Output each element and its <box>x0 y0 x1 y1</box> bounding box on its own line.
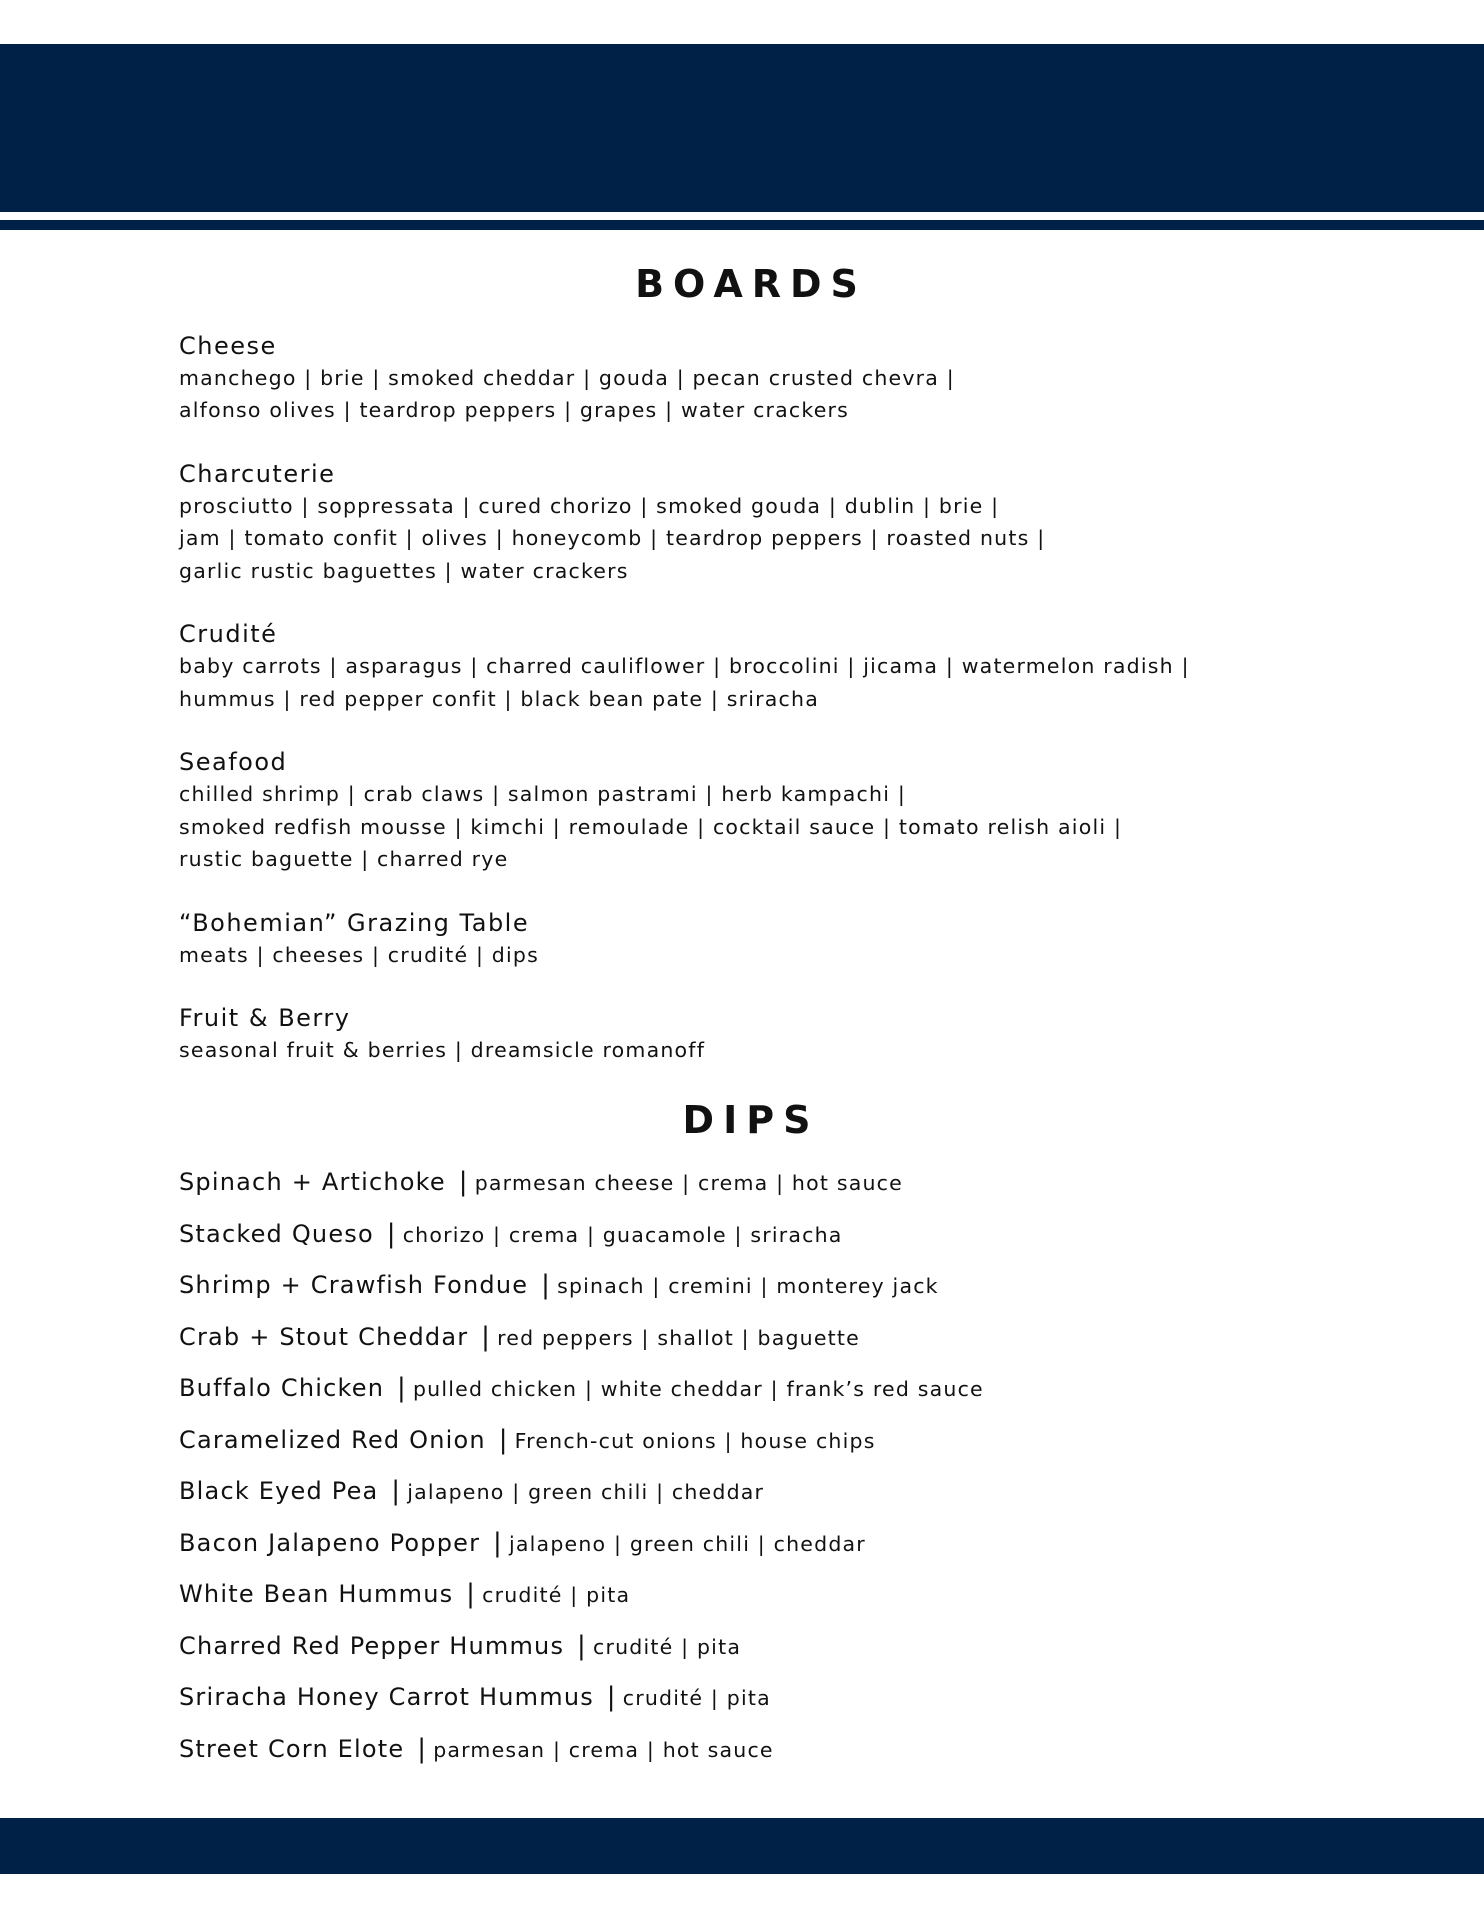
dip-item <box>179 1415 1319 1467</box>
dip-description: crudité | pita <box>622 1686 771 1711</box>
dip-description: French-cut onions | house chips <box>514 1428 876 1453</box>
board-item <box>179 330 1319 427</box>
board-title: Fruit & Berry <box>179 1004 351 1033</box>
board-title: Cheese <box>179 331 277 360</box>
dip-name: Street Corn Elote <box>179 1734 405 1763</box>
menu-content <box>179 262 1319 1775</box>
dip-name: White Bean Hummus <box>179 1580 454 1609</box>
dip-name: Bacon Jalapeno Popper <box>179 1528 481 1557</box>
board-item <box>179 907 1319 972</box>
dip-separator: | <box>391 1476 402 1507</box>
dip-description: jalapeno | green chili | cheddar <box>407 1480 765 1505</box>
dip-name: Caramelized Red Onion <box>179 1425 486 1454</box>
dip-name: Shrimp + Crawfish Fondue <box>179 1271 529 1300</box>
dip-separator: | <box>481 1321 492 1352</box>
board-item <box>179 458 1319 588</box>
board-title: Seafood <box>179 748 288 777</box>
dip-item <box>179 1209 1319 1261</box>
dips-heading: DIPS <box>682 1097 820 1142</box>
board-description-line: alfonso olives | teardrop peppers | grapes | water crackers <box>179 398 850 423</box>
board-description-line: hummus | red pepper confit | black bean pate | sriracha <box>179 686 819 711</box>
boards-list <box>179 330 1319 1067</box>
dip-item <box>179 1569 1319 1621</box>
header-rule <box>0 220 1484 230</box>
dip-name: Buffalo Chicken <box>179 1374 385 1403</box>
dip-name: Sriracha Honey Carrot Hummus <box>179 1683 594 1712</box>
dip-description: parmesan cheese | crema | hot sauce <box>474 1171 903 1196</box>
dip-description: jalapeno | green chili | cheddar <box>509 1531 866 1556</box>
dip-separator: | <box>493 1527 503 1558</box>
dip-item <box>179 1466 1319 1518</box>
dip-separator: | <box>396 1373 407 1404</box>
board-description-line: manchego | brie | smoked cheddar | gouda | pecan crusted chevra | <box>179 365 955 390</box>
dip-item <box>179 1724 1319 1776</box>
dip-description: red peppers | shallot | baguette <box>497 1325 860 1350</box>
dip-separator: | <box>541 1270 552 1301</box>
header-band <box>0 44 1484 212</box>
board-description-line: smoked redfish mousse | kimchi | remoulade | cocktail sauce | tomato relish aioli | <box>179 814 1123 839</box>
dip-separator: | <box>606 1682 617 1713</box>
board-description-line: seasonal fruit & berries | dreamsicle romanoff <box>179 1038 706 1063</box>
board-item <box>179 746 1319 876</box>
board-description-line: chilled shrimp | crab claws | salmon pastrami | herb kampachi | <box>179 782 906 807</box>
dip-description: parmesan | crema | hot sauce <box>433 1737 774 1762</box>
dip-item <box>179 1363 1319 1415</box>
dip-item <box>179 1157 1319 1209</box>
board-item <box>179 618 1319 715</box>
dip-description: pulled chicken | white cheddar | frank’s red sauce <box>412 1377 984 1402</box>
dip-separator: | <box>498 1424 509 1455</box>
dip-separator: | <box>386 1218 397 1249</box>
dip-name: Black Eyed Pea <box>179 1477 379 1506</box>
dip-item <box>179 1312 1319 1364</box>
dips-list <box>179 1157 1319 1775</box>
dip-name: Stacked Queso <box>179 1219 374 1248</box>
footer-band <box>0 1818 1484 1874</box>
dip-name: Crab + Stout Cheddar <box>179 1322 469 1351</box>
board-description-line: jam | tomato confit | olives | honeycomb | teardrop peppers | roasted nuts | <box>179 526 1046 551</box>
board-title: Charcuterie <box>179 459 336 488</box>
dip-name: Spinach + Artichoke <box>179 1168 446 1197</box>
dip-separator: | <box>466 1579 477 1610</box>
board-description-line: prosciutto | soppressata | cured chorizo | smoked gouda | dublin | brie | <box>179 493 1000 518</box>
dip-item <box>179 1621 1319 1673</box>
boards-heading: BOARDS <box>635 262 867 306</box>
dip-separator: | <box>577 1630 587 1661</box>
dip-item <box>179 1260 1319 1312</box>
dip-separator: | <box>458 1167 469 1198</box>
board-description-line: rustic baguette | charred rye <box>179 847 509 872</box>
board-description-line: garlic rustic baguettes | water crackers <box>179 558 629 583</box>
board-item <box>179 1002 1319 1067</box>
dip-description: spinach | cremini | monterey jack <box>557 1274 939 1299</box>
dip-item <box>179 1672 1319 1724</box>
dip-description: crudité | pita <box>482 1583 631 1608</box>
dip-description: crudité | pita <box>592 1634 742 1659</box>
dip-item <box>179 1518 1319 1570</box>
board-description-line: baby carrots | asparagus | charred cauliflower | broccolini | jicama | watermelon radish | <box>179 654 1190 679</box>
board-title: Crudité <box>179 620 278 649</box>
board-description-line: meats | cheeses | crudité | dips <box>179 942 539 967</box>
dip-description: chorizo | crema | guacamole | sriracha <box>402 1222 843 1247</box>
board-title: “Bohemian” Grazing Table <box>179 908 530 937</box>
dip-name: Charred Red Pepper Hummus <box>179 1631 565 1660</box>
dip-separator: | <box>417 1733 428 1764</box>
